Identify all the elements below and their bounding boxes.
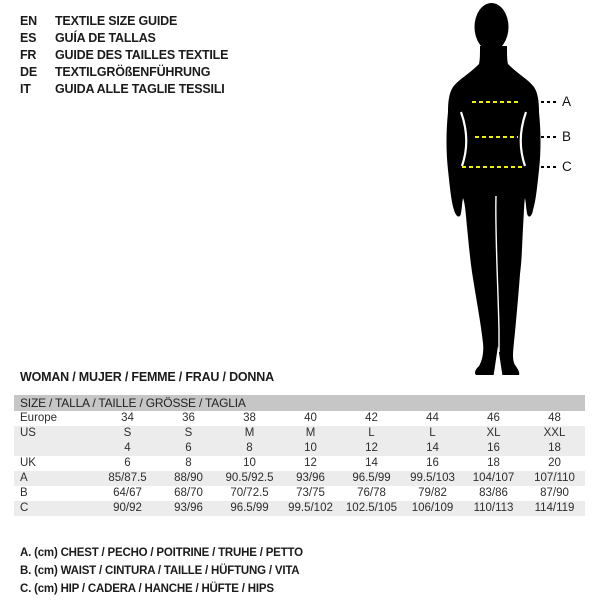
table-cell: 107/110 bbox=[534, 472, 575, 484]
lang-code: ES bbox=[20, 31, 37, 45]
table-cell: 76/78 bbox=[357, 487, 386, 499]
measure-legend-chest: A. (cm) CHEST / PECHO / POITRINE / TRUHE / PETTO bbox=[20, 547, 303, 559]
lang-code: IT bbox=[20, 82, 31, 96]
table-cell: 42 bbox=[365, 412, 378, 424]
table-cell: 8 bbox=[246, 442, 253, 454]
woman-silhouette bbox=[420, 0, 600, 380]
measure-legend-waist: B. (cm) WAIST / CINTURA / TAILLE / HÜFTUNG / VITA bbox=[20, 565, 300, 577]
table-cell: 12 bbox=[304, 457, 317, 469]
table-cell: 93/96 bbox=[174, 502, 203, 514]
table-row bbox=[14, 441, 585, 456]
table-cell: 73/75 bbox=[296, 487, 325, 499]
table-row-label: B bbox=[20, 487, 28, 499]
measure-legend bbox=[20, 544, 303, 598]
table-row-label: US bbox=[20, 427, 36, 439]
table-cell: 10 bbox=[304, 442, 317, 454]
table-row-label: C bbox=[20, 502, 29, 514]
table-cell: 83/86 bbox=[479, 487, 508, 499]
table-row bbox=[14, 471, 585, 486]
table-cell: 90/92 bbox=[113, 502, 142, 514]
table-cell: 6 bbox=[124, 457, 131, 469]
table-cell: 70/72.5 bbox=[230, 487, 269, 499]
table-row bbox=[14, 456, 585, 471]
lang-label: GUÍA DE TALLAS bbox=[55, 31, 156, 45]
measurement-figure bbox=[420, 0, 600, 380]
table-cell: 46 bbox=[487, 412, 500, 424]
lang-row-it bbox=[20, 81, 228, 98]
lang-label: TEXTILE SIZE GUIDE bbox=[55, 14, 178, 28]
table-cell: 90.5/92.5 bbox=[225, 472, 274, 484]
table-cell: 14 bbox=[365, 457, 378, 469]
table-row-label: UK bbox=[20, 457, 36, 469]
table-cell: 114/119 bbox=[534, 502, 575, 514]
table-cell: 14 bbox=[426, 442, 439, 454]
table-cell: L bbox=[429, 427, 436, 439]
table-cell: 104/107 bbox=[472, 472, 515, 484]
table-row-label bbox=[14, 441, 97, 456]
table-cell: 48 bbox=[548, 412, 561, 424]
lang-row-es bbox=[20, 30, 228, 47]
language-legend bbox=[20, 13, 228, 98]
table-cell: 85/87.5 bbox=[108, 472, 147, 484]
table-cell: 106/109 bbox=[411, 502, 454, 514]
table-row bbox=[14, 486, 585, 501]
table-cell: S bbox=[184, 427, 193, 439]
lang-label: GUIDA ALLE TAGLIE TESSILI bbox=[55, 82, 225, 96]
section-heading: WOMAN / MUJER / FEMME / FRAU / DONNA bbox=[20, 370, 274, 384]
table-cell: 40 bbox=[304, 412, 317, 424]
table-cell: 88/90 bbox=[174, 472, 203, 484]
table-cell: 16 bbox=[487, 442, 500, 454]
table-cell: M bbox=[305, 427, 316, 439]
table-cell: 99.5/102 bbox=[288, 502, 333, 514]
table-cell: 102.5/105 bbox=[345, 502, 398, 514]
lang-row-fr bbox=[20, 47, 228, 64]
table-cell: 8 bbox=[185, 457, 192, 469]
table-cell: 96.5/99 bbox=[230, 502, 269, 514]
lang-code: EN bbox=[20, 14, 37, 28]
table-cell: 38 bbox=[243, 412, 256, 424]
table-cell: L bbox=[368, 427, 375, 439]
table-cell: 4 bbox=[124, 442, 131, 454]
table-cell: 10 bbox=[243, 457, 256, 469]
lang-row-de bbox=[20, 64, 228, 81]
table-cell: 64/67 bbox=[113, 487, 142, 499]
size-table-rows bbox=[14, 411, 585, 516]
table-cell: 18 bbox=[487, 457, 500, 469]
table-cell: 68/70 bbox=[174, 487, 203, 499]
lang-label: GUIDE DES TAILLES TEXTILE bbox=[55, 48, 229, 62]
table-cell: 99.5/103 bbox=[410, 472, 455, 484]
table-cell: 6 bbox=[185, 442, 192, 454]
table-cell: XXL bbox=[543, 427, 566, 439]
table-row bbox=[14, 426, 585, 441]
figure-label-waist: B bbox=[562, 129, 572, 144]
table-cell: XL bbox=[486, 427, 501, 439]
table-cell: 36 bbox=[182, 412, 195, 424]
figure-label-hip: C bbox=[562, 159, 572, 174]
lang-code: FR bbox=[20, 48, 37, 62]
table-cell: 44 bbox=[426, 412, 439, 424]
table-row-label: A bbox=[20, 472, 28, 484]
measure-legend-hip: C. (cm) HIP / CADERA / HANCHE / HÜFTE / HIPS bbox=[20, 583, 274, 595]
size-table-header: SIZE / TALLA / TAILLE / GRÖSSE / TAGLIA bbox=[14, 395, 585, 411]
table-cell: 96.5/99 bbox=[352, 472, 391, 484]
table-row bbox=[14, 501, 585, 516]
table-cell: 12 bbox=[365, 442, 378, 454]
table-cell: 110/113 bbox=[473, 502, 514, 514]
lang-row-en bbox=[20, 13, 228, 30]
table-cell: S bbox=[123, 427, 132, 439]
table-cell: 20 bbox=[548, 457, 561, 469]
size-table bbox=[14, 395, 585, 516]
lang-code: DE bbox=[20, 65, 37, 79]
table-cell: 87/90 bbox=[540, 487, 569, 499]
table-cell: 93/96 bbox=[296, 472, 325, 484]
table-cell: 34 bbox=[121, 412, 134, 424]
figure-label-chest: A bbox=[562, 94, 572, 109]
lang-label: TEXTILGRÖßENFÜHRUNG bbox=[55, 65, 211, 79]
table-cell: M bbox=[244, 427, 255, 439]
table-cell: 79/82 bbox=[418, 487, 447, 499]
table-cell: 16 bbox=[426, 457, 439, 469]
table-row-label: Europe bbox=[20, 412, 58, 424]
table-row bbox=[14, 411, 585, 426]
table-cell: 18 bbox=[548, 442, 561, 454]
